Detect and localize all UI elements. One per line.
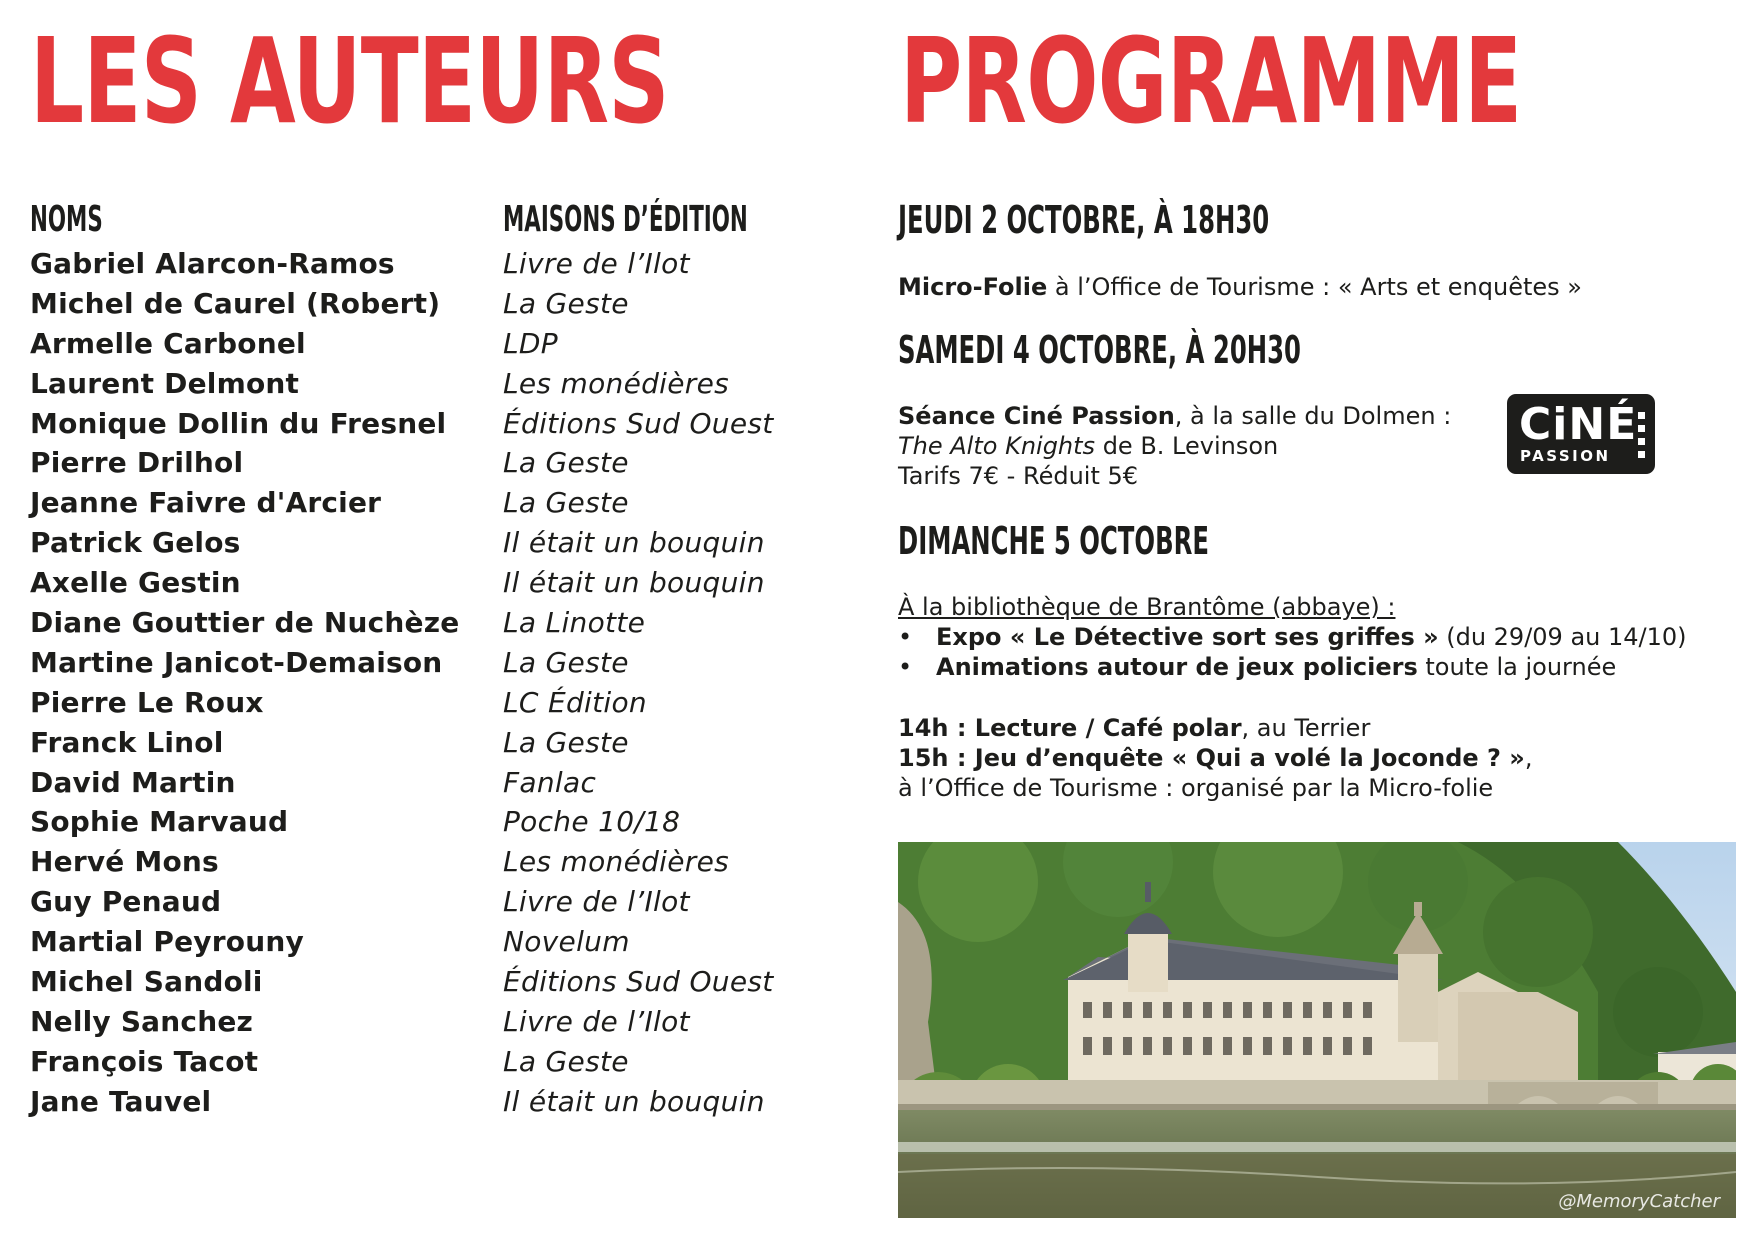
publisher-name: Poche 10/18 [503, 805, 681, 839]
publisher-name: Les monédières [503, 845, 729, 879]
cine-logo-sub: PASSION [1520, 447, 1611, 465]
schedule-item-2: 15h : Jeu d’enquête « Qui a volé la Joconde ? » [898, 744, 1525, 772]
author-name: Pierre Le Roux [30, 685, 264, 719]
publishers-column-header: MAISONS D’ÉDITION [503, 199, 748, 240]
day2-heading: SAMEDI 4 OCTOBRE, À 20H30 [898, 328, 1301, 372]
day3-schedule [898, 713, 1532, 803]
publisher-name: Les monédières [503, 366, 729, 400]
day1-heading: JEUDI 2 OCTOBRE, À 18H30 [898, 198, 1270, 242]
day2-event-venue: , à la salle du Dolmen : [1174, 402, 1452, 430]
author-name: Jeanne Faivre d'Arcier [30, 486, 382, 520]
publisher-name: Il était un bouquin [503, 1084, 765, 1118]
author-name: Monique Dollin du Fresnel [30, 406, 447, 440]
publisher-name: Livre de l’Ilot [503, 247, 690, 280]
day3-library-events [898, 592, 1687, 682]
schedule-item-1-place: , au Terrier [1241, 714, 1371, 742]
programme-title: PROGRAMME [900, 12, 1522, 150]
photo-credit: @MemoryCatcher [1558, 1191, 1720, 1212]
film-strip-dot-icon [1638, 425, 1645, 432]
cine-logo-word: CiNÉ [1519, 399, 1638, 450]
film-director: de B. Levinson [1095, 432, 1279, 460]
publisher-name: La Geste [503, 446, 629, 480]
publisher-name: Éditions Sud Ouest [503, 406, 774, 440]
authors-title: LES AUTEURS [30, 12, 669, 150]
publisher-name: La Geste [503, 1044, 629, 1078]
abbey-illustration [898, 842, 1736, 1218]
author-name: François Tacot [30, 1044, 259, 1078]
exhibition-name: Expo « Le Détective sort ses griffes » [936, 623, 1439, 651]
author-name: Patrick Gelos [30, 526, 241, 560]
author-name: Michel de Caurel (Robert) [30, 286, 441, 320]
author-name: Jane Tauvel [30, 1084, 212, 1118]
names-column-header: NOMS [30, 199, 103, 240]
film-strip-dot-icon [1638, 412, 1645, 419]
author-name: Martial Peyrouny [30, 925, 304, 959]
publisher-name: Fanlac [503, 765, 597, 799]
publisher-name: LC Édition [503, 685, 647, 719]
author-name: Michel Sandoli [30, 965, 263, 999]
author-name: Gabriel Alarcon-Ramos [30, 247, 395, 280]
cine-passion-logo [1507, 394, 1655, 474]
film-strip-dot-icon [1638, 438, 1645, 445]
publisher-name: La Geste [503, 286, 629, 320]
publisher-name: Novelum [503, 925, 630, 959]
day2-event-name: Séance Ciné Passion [898, 402, 1175, 430]
author-name: David Martin [30, 765, 236, 799]
list-item [898, 622, 1687, 652]
list-item [898, 652, 1687, 682]
animations-name: Animations autour de jeux policiers [936, 653, 1418, 681]
exhibition-dates: (du 29/09 au 14/10) [1438, 623, 1687, 651]
publishers-list [503, 244, 774, 1122]
publisher-name: Livre de l’Ilot [503, 1004, 690, 1038]
publisher-name: La Geste [503, 725, 629, 759]
publisher-name: La Geste [503, 486, 629, 520]
author-name: Armelle Carbonel [30, 326, 306, 360]
day3-bullet-list [898, 622, 1687, 682]
publisher-name: Il était un bouquin [503, 526, 765, 560]
animations-time: toute la journée [1417, 653, 1617, 681]
publisher-name: Éditions Sud Ouest [503, 965, 774, 999]
schedule-item-2-punct: , [1524, 744, 1533, 772]
schedule-item-2-place: à l’Office de Tourisme : organisé par la Micro-folie [898, 774, 1494, 802]
author-name: Guy Penaud [30, 885, 222, 919]
author-name: Diane Gouttier de Nuchèze [30, 606, 460, 640]
film-title: The Alto Knights [898, 432, 1096, 460]
author-name: Laurent Delmont [30, 366, 300, 400]
publisher-name: Il était un bouquin [503, 566, 765, 600]
author-name: Franck Linol [30, 725, 224, 759]
author-name: Sophie Marvaud [30, 805, 289, 839]
abbey-photo [898, 842, 1736, 1218]
author-names-list [30, 244, 459, 1122]
publisher-name: LDP [503, 326, 558, 360]
day1-event-details: à l’Office de Tourisme : « Arts et enquêtes » [1047, 273, 1582, 301]
day3-heading: DIMANCHE 5 OCTOBRE [898, 519, 1209, 563]
publisher-name: La Linotte [503, 606, 646, 640]
author-name: Hervé Mons [30, 845, 219, 879]
film-strip-dot-icon [1638, 451, 1645, 458]
day3-venue: À la bibliothèque de Brantôme (abbaye) : [898, 593, 1396, 621]
day1-event [898, 272, 1582, 302]
author-name: Martine Janicot-Demaison [30, 645, 443, 679]
publisher-name: La Geste [503, 645, 629, 679]
schedule-item-1: 14h : Lecture / Café polar [898, 714, 1242, 742]
day2-event [898, 401, 1451, 491]
day1-event-name: Micro-Folie [898, 273, 1048, 301]
publisher-name: Livre de l’Ilot [503, 885, 690, 919]
author-name: Axelle Gestin [30, 566, 241, 600]
ticket-prices: Tarifs 7€ - Réduit 5€ [898, 462, 1139, 490]
author-name: Nelly Sanchez [30, 1004, 254, 1038]
author-name: Pierre Drilhol [30, 446, 244, 480]
